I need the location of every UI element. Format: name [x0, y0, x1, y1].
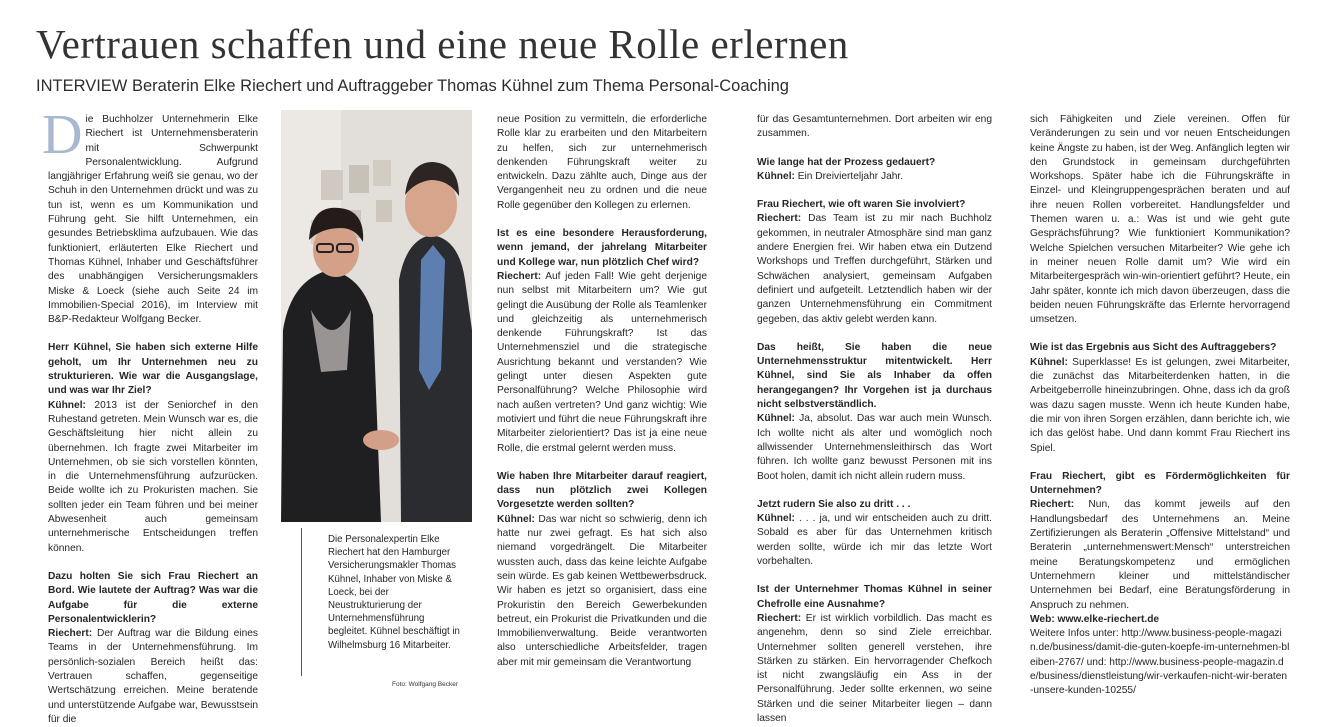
photo-credit: Foto: Wolfgang Becker [392, 681, 458, 688]
answer [757, 212, 992, 326]
answer-text: Der Auftrag war die Bildung eines Teams in der Unternehmensführung. Im persönlich-sozialen Bereich heißt das: Vertrauen schaffen, gegenseitige Wertschätzung erreichen. Meine beratende und unterstützende Aufgabe war, Bewusstsein für die [48, 628, 258, 725]
answer-text: Nun, das kommt jeweils auf den Handlungsbedarf des Unternehmens an. Meine Zertifizierungen als Beraterin „Offensive Mittelstand“ und Beraterin „unternehmenswert:Mensch“ unterstreichen meine Beratungskompetenz und ermöglichen Unternehmern kleiner und mittelständischer Unternehmen bei Bedarf, eine Beratungsförderung in Anspruch zu nehmen. [1030, 499, 1290, 611]
speaker: Kühnel: [757, 413, 795, 425]
caption-rule [301, 528, 302, 676]
answer [497, 513, 707, 670]
subhead-text: Beraterin Elke Riechert und Auftraggeber Thomas Kühnel zum Thema Personal-Coaching [131, 77, 789, 95]
answer [757, 412, 992, 483]
question: Ist der Unternehmer Thomas Kühnel in seiner Chefrolle eine Ausnahme? [757, 584, 992, 610]
speaker: Kühnel: [757, 513, 795, 525]
speaker: Kühnel: [48, 399, 86, 411]
photo-caption: Die Personalexpertin Elke Riechert hat den Hamburger Versicherungsmakler Thomas Kühnel, Inhaber von Miske & Loeck, bei der Neustrukturierung der Unternehmensführung begleitet. Kühnel beschäftigt in Wilhelmsburg 16 Mitarbeiter. [328, 534, 460, 651]
answer [48, 399, 258, 556]
drop-cap: D [42, 104, 83, 166]
question: Wie haben Ihre Mitarbeiter darauf reagiert, dass nun plötzlich zwei Kollegen Vorgesetzte werden sollten? [497, 470, 707, 511]
answer-text: Er ist wirklich vorbildlich. Das macht es angenehm, denn so sind Ziele erreichbar. Unternehmer sollten generell verstehen, ihre Stärken zu stärken. Ein hervorragender Chefkoch ist nicht zwangsläufig ein Ass in der Personalführung. Jeder sollte erkennen, wo seine Stärken und die seiner Mitarbeiter liegen – dann lassen [757, 612, 992, 724]
more-info-links[interactable]: Weitere Infos unter: http://www.business-people-magazin.de/business/damit-die-guten-koepfe-im-unternehmen-bleiben-2767/ und: http://www.business-people-magazin.de/business/dienstleistung/wir-verkaufen-nicht-wir-beraten-unsere-kunden-10255/ [1030, 628, 1290, 697]
column-3 [497, 113, 707, 670]
answer-text: Ja, absolut. Das war auch mein Wunsch. Ich wollte nicht als alter und womöglich noch allwissender Unternehmensleithirsch das Wort führen. Ich wollte ganz bewusst Personen mit ins Boot holen, damit ich nicht allein rudern muss. [757, 413, 992, 482]
portrait-photo [281, 110, 472, 522]
paragraph: für das Gesamtunternehmen. Dort arbeiten wir eng zusammen. [757, 114, 992, 140]
question: Wie ist das Ergebnis aus Sicht des Auftraggebers? [1030, 342, 1277, 354]
speaker: Riechert: [1030, 499, 1075, 511]
question: Dazu holten Sie sich Frau Riechert an Bord. Wie lautete der Auftrag? Was war die Aufgabe für die externe Personalentwicklerin? [48, 570, 258, 625]
subheadline [36, 77, 789, 96]
answer [757, 512, 992, 569]
question: Frau Riechert, wie oft waren Sie involviert? [757, 199, 966, 211]
question: Herr Kühnel, Sie haben sich externe Hilfe geholt, um Ihr Unternehmen neu zu strukturieren. Wie war die Ausgangslage, und was war Ihr Ziel? [48, 342, 258, 397]
answer-text: Das war nicht so schwierig, denn ich hatte nur zwei gefragt. Es hat sich also niemand vorgedrängelt. Die Mitarbeiter wussten auch, dass das keine leichte Aufgabe sein würde. Es gab keinen Wettbewerbsdruck. Wir haben es jetzt so organisiert, dass eine Prokuristin den Bereich Gewerbekunden betreut, ein Prokurist die Privatkunden und die Immobilienverwaltung. Beide verantworten also unterschiedliche Arbeitsfelder, tragen aber mit mir gemeinsam die Verantwortung [497, 513, 707, 668]
paragraph: sich Fähigkeiten und Ziele vereinen. Offen für Veränderungen zu sein und vor neuen Entscheidungen keine Ängste zu haben, ist der Weg. Anfänglich legten wir den Grundstock in gemeinsam durchgeführten Workshops. Später habe ich die Führungskräfte in Einzel- und Kleingruppengesprächen beraten und auf ihre neuen Rollen vorbereitet. Handlungsfelder und Themen waren u. a.: Was ist und wie geht gute Gesprächsführung? Wie funktioniert Kommunikation? Welche Spielchen versuchen Mitarbeiter? Wie gehe ich in meiner neuen Rolle damit um? Wie wird ein Mitarbeitergespräch win-win-orientiert geführt? Heute, ein Jahr später, konnte ich mich davon überzeugen, dass die beiden neuen Führungskräfte das Erlernte hervorragend umsetzen. [1030, 114, 1290, 326]
speaker: Riechert: [48, 628, 93, 640]
intro-text: ie Buchholzer Unternehmerin Elke Riechert ist Unternehmensberaterin mit Schwerpunkt Personalentwicklung. Aufgrund langjähriger Erfahrung weiß sie genau, wo der Schuh in den Unternehmen drückt und was zu tun ist, wenn es um Kommunikation und Führung geht. Sie hilft Unternehmen, ein gesundes Betriebsklima aufzubauen. Wie das funktioniert, erläuterten Elke Riechert und Thomas Kühnel, Inhaber und Geschäftsführer des unabhängigen Versicherungsmaklers Miske & Loeck (siehe auch Seite 24 im Immobilien-Special 2016), im Interview mit B&P-Redakteur Wolfgang Becker. [48, 114, 258, 326]
answer [1030, 356, 1290, 456]
speaker: Kühnel: [1030, 356, 1068, 368]
speaker: Riechert: [757, 213, 802, 225]
column-5 [1030, 113, 1290, 699]
speaker: Kühnel: [757, 170, 795, 182]
question: Das heißt, Sie haben die neue Unternehmensstruktur mitentwickelt. Herr Kühnel, sind Sie als Inhaber da offen herangegangen? Ihr Vorgehen ist ja durchaus nicht selbstverständlich. [757, 341, 992, 411]
answer-text: Superklasse! Es ist gelungen, zwei Mitarbeiter, die zunächst das Mitarbeiterdenken hatten, in die Arbeitgeberrolle hineinzubringen. Ohne, dass ich da groß was dazu sagen musste. Wenn ich heute Kunden habe, die mir von ihren Sorgen erzählen, dann berichte ich, wie ich das gelöst habe. Und dann kommt Frau Riechert ins Spiel. [1030, 356, 1290, 454]
question: Jetzt rudern Sie also zu dritt . . . [757, 498, 911, 510]
question: Wie lange hat der Prozess gedauert? [757, 156, 936, 168]
answer-text: Auf jeden Fall! Wie geht derjenige nun selbst mit Mitarbeitern um? Wie gut gelingt die Ausübung der Rolle als Teamlenker und gleichzeitig als unternehmerisch denkende Führungskraft? Ist das Unternehmensziel und die strategische Ausrichtung bekannt und verstanden? Wie gelingt unter diesen Aspekten gute Personalführung? Welche Philosophie wird nach außen vertreten? Und ganz wichtig: Wie motiviert und führt die neue Führungskraft ihre Mitarbeiter zielorientiert? Das ist ja eine neue Rolle, die erstmal gelernt werden muss. [497, 270, 707, 454]
speaker: Riechert: [757, 612, 802, 624]
column-4 [757, 113, 992, 726]
speaker: Riechert: [497, 270, 542, 282]
question: Ist es eine besondere Herausforderung, wenn jemand, der jahrelang Mitarbeiter und Kollege war, nun plötzlich Chef wird? [497, 228, 707, 268]
website-link[interactable]: Web: www.elke-riechert.de [1030, 613, 1160, 625]
intro-paragraph [42, 104, 258, 327]
answer-text: Ein Dreivierteljahr Jahr. [794, 170, 904, 182]
answer [757, 170, 992, 184]
column-1 [42, 104, 258, 727]
answer [497, 270, 707, 456]
answer-text: 2013 ist der Seniorchef in den Ruhestand getreten. Mein Wunsch war es, die Geschäftsleitung hier nicht allein zu übernehmen. Ich fragte zwei Mitarbeiter im Unternehmen, ob sie sich vorstellen könnten, in die Unternehmensführung aufzurücken. Beide wollte ich zu Prokuristen machen. Sie sollten jeder ein Team führen und bei meiner Abwesenheit auch gemeinsam unternehmerische Entscheidungen treffen können. [48, 399, 258, 554]
answer-text: . . . ja, und wir entscheiden auch zu dritt. Sobald es aber für das Unternehmen kritisch werden sollte, würde ich mir das letzte Wort vorbehalten. [757, 513, 992, 568]
subhead-kicker: INTERVIEW [36, 77, 128, 95]
paragraph: neue Position zu vermitteln, die erforderliche Rolle klar zu erarbeiten und den Mitarbeitern zu helfen, sich zur unternehmerisch denkenden Führungskraft weiter zu entwickeln. Dazu zählte auch, Dinge aus der Vergangenheit neu zu ordnen und die neue Rolle gegenüber den Kollegen zu erlernen. [497, 114, 707, 211]
headline: Vertrauen schaffen und eine neue Rolle erlernen [36, 21, 849, 67]
answer [1030, 498, 1290, 612]
answer-text: Das Team ist zu mir nach Buchholz gekommen, in neutraler Atmosphäre sind man ganz andere Energien frei. Wir haben etwa ein Dutzend Workshops und Treffen durchgeführt, Stärken und Schwächen analysiert, gemeinsam Aufgaben definiert und aufgeteilt. Letztendlich haben wir der ganzen Unternehmensführung ein Commitment gegeben, das aktiv gelebt werden kann. [757, 213, 992, 325]
portrait-photo-illustration [281, 110, 472, 522]
speaker: Kühnel: [497, 513, 535, 525]
answer [757, 612, 992, 726]
question: Frau Riechert, gibt es Fördermöglichkeiten für Unternehmen? [1030, 470, 1290, 497]
answer [48, 627, 258, 727]
